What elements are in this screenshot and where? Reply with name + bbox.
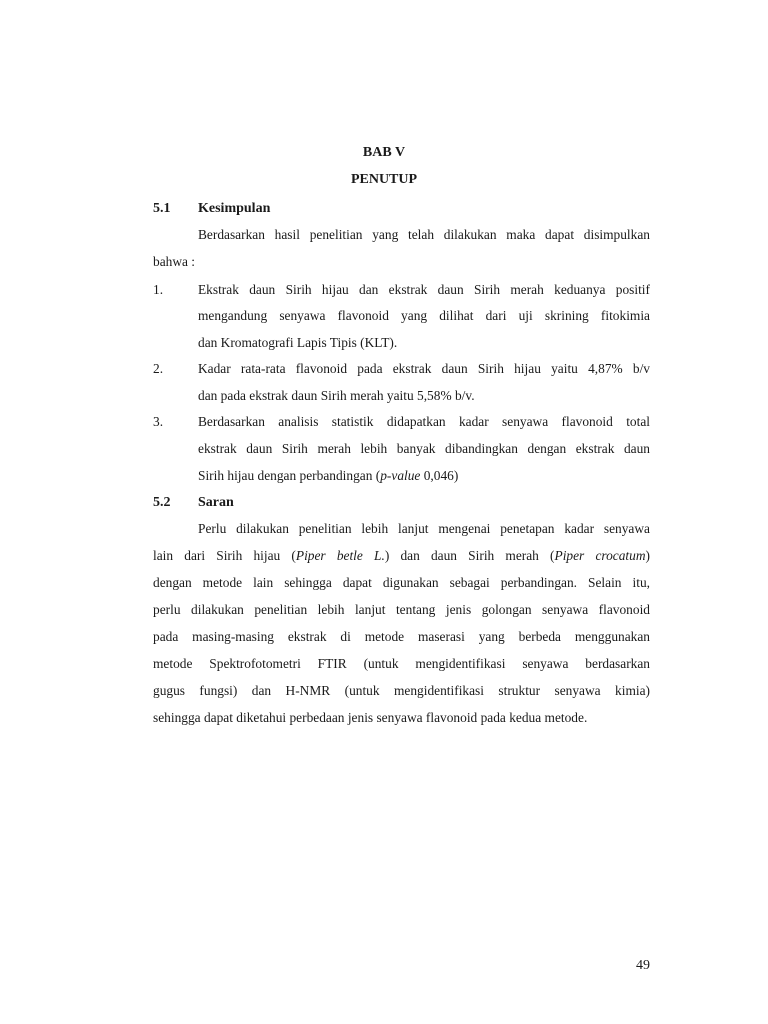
list-item-3-line-1: Berdasarkan analisis statistik didapatkan kadar senyawa flavonoid total — [198, 414, 650, 429]
list-item-1-line-1: Ekstrak daun Sirih hijau dan ekstrak daun Sirih merah keduanya positif — [198, 282, 650, 297]
section-2-line-4: perlu dilakukan penelitian lebih lanjut tentang jenis golongan senyawa flavonoid — [153, 602, 650, 617]
list-item-1-line-2: mengandung senyawa flavonoid yang dilihat dari uji skrining fitokimia — [198, 308, 650, 323]
section-2-line-2: lain dari Sirih hijau (Piper betle L.) dan daun Sirih merah (Piper crocatum) — [153, 548, 650, 563]
species-name-2: Piper crocatum — [554, 548, 646, 563]
page-number: 49 — [636, 958, 650, 973]
list-item-2-line-2: dan pada ekstrak daun Sirih merah yaitu 5,58% b/v. — [198, 388, 475, 403]
list-item-1-line-3: dan Kromatografi Lapis Tipis (KLT). — [198, 335, 398, 350]
list-item-3-line-3: Sirih hijau dengan perbandingan (p-value 0,046) — [198, 468, 459, 483]
list-item-1-number: 1. — [153, 282, 164, 297]
list-item-2-number: 2. — [153, 361, 164, 376]
section-2-heading: Saran — [198, 495, 234, 510]
list-item-2-line-1: Kadar rata-rata flavonoid pada ekstrak daun Sirih hijau yaitu 4,87% b/v — [198, 361, 650, 376]
section-2-line-1: Perlu dilakukan penelitian lebih lanjut mengenai penetapan kadar senyawa — [198, 521, 650, 536]
section-1-intro-line-1: Berdasarkan hasil penelitian yang telah dilakukan maka dapat disimpulkan — [198, 227, 650, 242]
list-item-3-number: 3. — [153, 414, 164, 429]
section-1-number: 5.1 — [153, 201, 171, 216]
section-1-heading: Kesimpulan — [198, 201, 271, 216]
section-2-line-3: dengan metode lain sehingga dapat digunakan sebagai perbandingan. Selain itu, — [153, 575, 650, 590]
p-value-italic: p-value — [380, 468, 421, 483]
section-2-line-6: metode Spektrofotometri FTIR (untuk mengidentifikasi senyawa berdasarkan — [153, 656, 650, 671]
list-item-3-line-2: ekstrak daun Sirih merah lebih banyak dibandingkan dengan ekstrak daun — [198, 441, 650, 456]
section-2-line-5: pada masing-masing ekstrak di metode maserasi yang berbeda menggunakan — [153, 629, 650, 644]
chapter-label: BAB V — [362, 145, 406, 160]
section-2-number: 5.2 — [153, 495, 171, 510]
section-2-line-8: sehingga dapat diketahui perbedaan jenis senyawa flavonoid pada kedua metode. — [153, 710, 588, 725]
species-name-1: Piper betle L. — [295, 548, 385, 563]
chapter-title: PENUTUP — [350, 172, 418, 187]
section-2-line-7: gugus fungsi) dan H-NMR (untuk mengidentifikasi struktur senyawa kimia) — [153, 683, 650, 698]
section-1-intro-line-2: bahwa : — [153, 254, 196, 269]
